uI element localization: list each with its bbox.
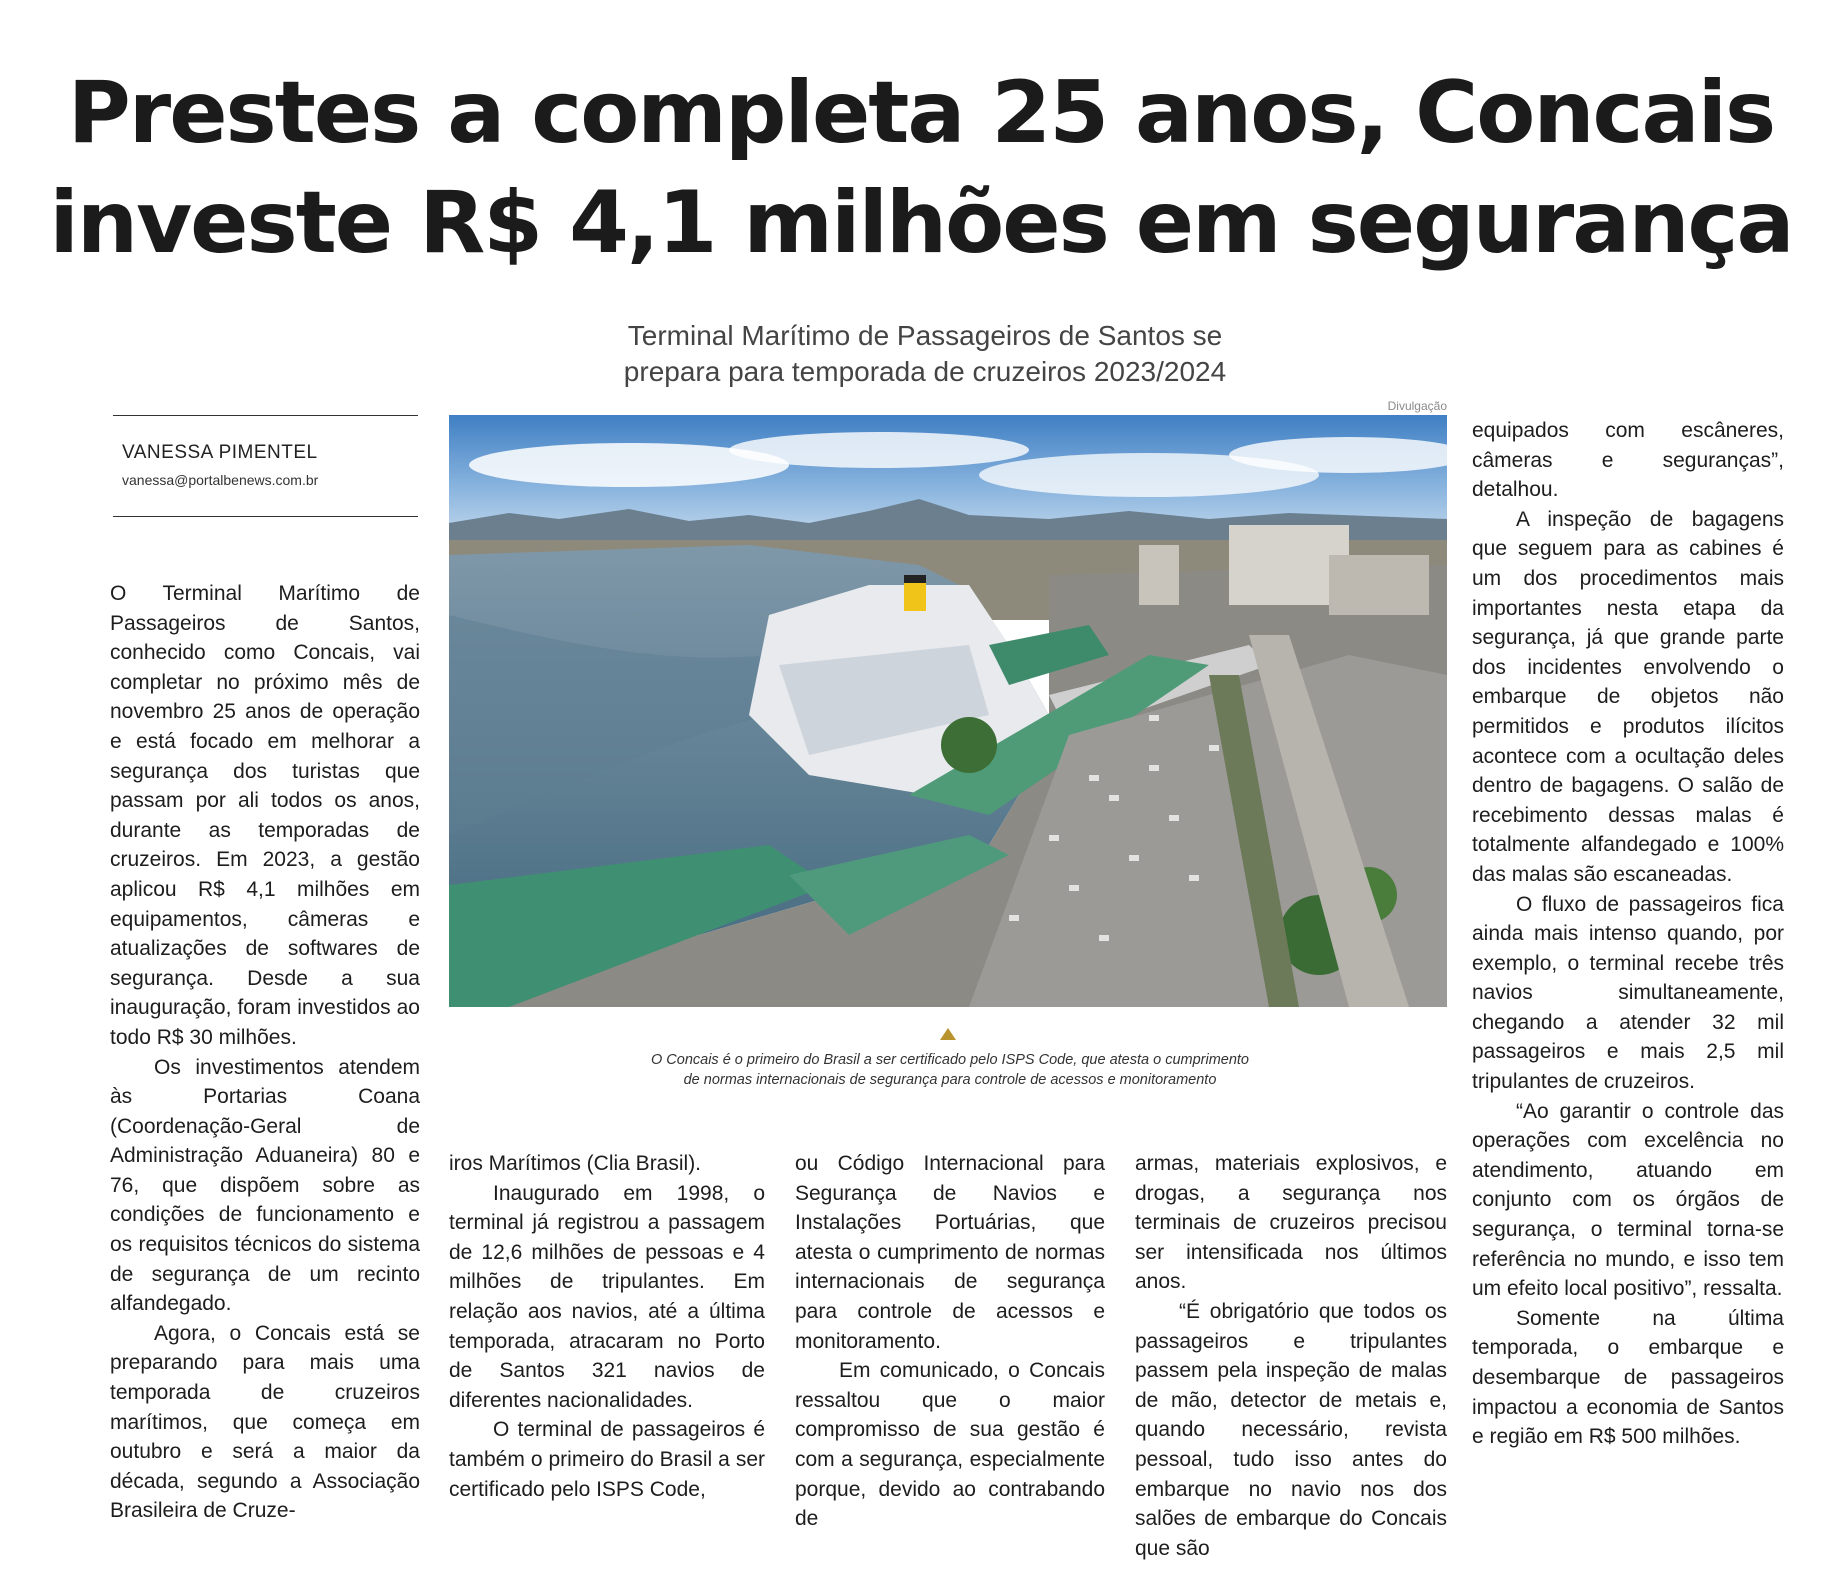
col5-paragraph-3: O fluxo de passageiros fica ainda mais intenso quando, por exemplo, o terminal recebe três navios simultaneamente, chegando a atender 32 mil passageiros e mais 2,5 mil tripulantes de cruzeiros.: [1472, 892, 1784, 1094]
article-photo: [449, 415, 1447, 1007]
column-3: [795, 1149, 1105, 1534]
headline-line-1: Prestes a completa 25 anos, Concais: [67, 63, 1775, 163]
col3-paragraph-1: ou Código Internacional para Segurança de Navios e Instalações Portuárias, que atesta o cumprimento de normas internacionais de segurança para controle de acessos e monitoramento.: [795, 1152, 1105, 1353]
caption-line-1: O Concais é o primeiro do Brasil a ser certificado pelo ISPS Code, que atesta o cumprimento: [650, 1052, 1249, 1068]
col1-paragraph-3: Agora, o Concais está se preparando para mais uma temporada de cruzeiros marítimos, que começa em outubro e será a maior da década, segundo a Associação Brasileira de Cruze-: [110, 1321, 420, 1523]
column-1: [110, 579, 420, 1526]
port-aerial-illustration: [449, 415, 1447, 1007]
col5-paragraph-1: equipados com escâneres, câmeras e seguranças”, detalhou.: [1472, 419, 1784, 502]
col5-paragraph-5: Somente na última temporada, o embarque e desembarque de passageiros impactou a economia de Santos e região em R$ 500 milhões.: [1472, 1306, 1784, 1449]
column-2: [449, 1149, 765, 1504]
caption-line-2: de normas internacionais de segurança para controle de acessos e monitoramento: [683, 1072, 1217, 1088]
byline-author: VANESSA PIMENTEL: [122, 442, 318, 463]
col4-paragraph-2: “É obrigatório que todos os passageiros e tripulantes passem pela inspeção de malas de mão, detector de metais e, quando necessário, revista pessoal, tudo isso antes do embarque no navio nos dos salões de embarque do Concais que são: [1135, 1299, 1447, 1560]
col2-paragraph-1: iros Marítimos (Clia Brasil).: [449, 1152, 702, 1175]
col5-paragraph-2: A inspeção de bagagens que seguem para as cabines é um dos procedimentos mais importantes nesta etapa da segurança, já que grande parte dos incidentes envolvendo o embarque de objetos não permitidos e produtos ilícitos acontece com a ocultação deles dentro de bagagens. O salão de recebimento dessas malas é totalmente alfandegado e 100% das malas são escaneadas.: [1472, 507, 1784, 886]
col2-paragraph-3: O terminal de passageiros é também o primeiro do Brasil a ser certificado pelo ISPS Code,: [449, 1418, 765, 1501]
headline: [0, 58, 1842, 278]
byline-bottom-rule: [113, 516, 418, 517]
subhead-line-1: Terminal Marítimo de Passageiros de Santos se: [627, 320, 1223, 351]
col1-paragraph-2: Os investimentos atendem às Portarias Coana (Coordenação-Geral de Administração Aduaneira) 80 e 76, que dispõem sobre as condições de funcionamento e os requisitos técnicos do sistema de segurança de um recinto alfandegado.: [110, 1055, 420, 1316]
headline-line-2: investe R$ 4,1 milhões em segurança: [49, 173, 1793, 273]
col4-paragraph-1: armas, materiais explosivos, e drogas, a segurança nos terminais de cruzeiros precisou ser intensificada nos últimos anos.: [1135, 1152, 1447, 1294]
subhead-line-2: prepara para temporada de cruzeiros 2023/2024: [623, 356, 1227, 387]
subheadline: [560, 318, 1290, 390]
col3-paragraph-2: Em comunicado, o Concais ressaltou que o maior compromisso de sua gestão é com a segurança, especialmente porque, devido ao contrabando de: [795, 1359, 1105, 1531]
caption-triangle-icon: [940, 1028, 956, 1040]
col1-paragraph-1: O Terminal Marítimo de Passageiros de Santos, conhecido como Concais, vai completar no próximo mês de novembro 25 anos de operação e está focado em melhorar a segurança dos turistas que passam por ali todos os anos, durante as temporadas de cruzeiros. Em 2023, a gestão aplicou R$ 4,1 milhões em equipamentos, câmeras e atualizações de softwares de segurança. Desde a sua inauguração, foram investidos ao todo R$ 30 milhões.: [110, 582, 420, 1049]
col2-paragraph-2: Inaugurado em 1998, o terminal já registrou a passagem de 12,6 milhões de pessoas e 4 milhões de tripulantes. Em relação aos navios, até a última temporada, atracaram no Porto de Santos 321 navios de diferentes nacionalidades.: [449, 1181, 765, 1412]
column-5: [1472, 416, 1784, 1452]
byline-top-rule: [113, 415, 418, 416]
photo-caption: [560, 1050, 1340, 1090]
col5-paragraph-4: “Ao garantir o controle das operações com excelência no atendimento, atuando em conjunto com os órgãos de segurança, o terminal torna-se referência no mundo, e isso tem um efeito local positivo”, ressalta.: [1472, 1099, 1784, 1301]
byline-email[interactable]: vanessa@portalbenews.com.br: [122, 472, 319, 488]
photo-credit: Divulgação: [1387, 399, 1447, 413]
column-4: [1135, 1149, 1447, 1563]
